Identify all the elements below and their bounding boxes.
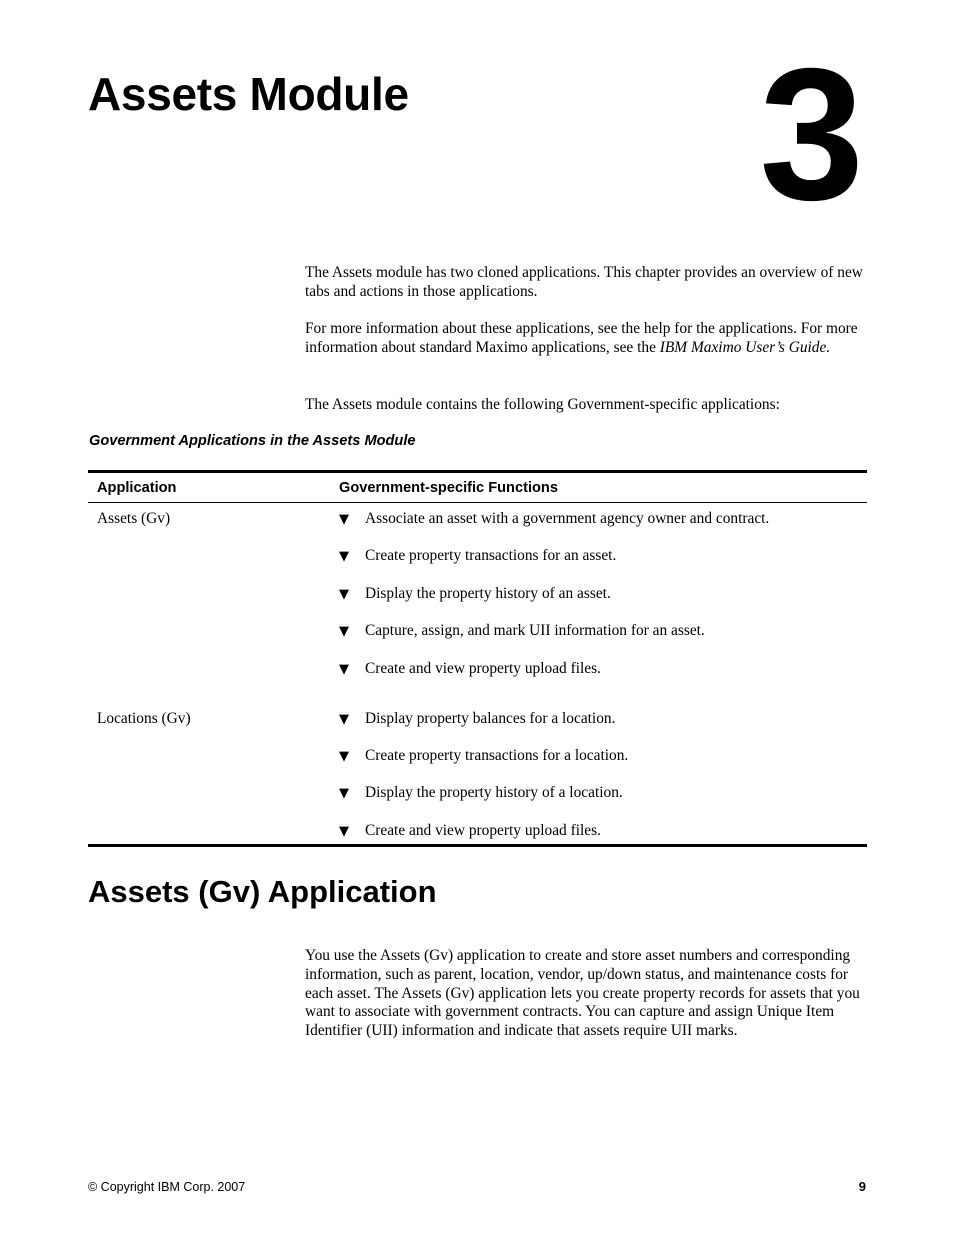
function-text: Create and view property upload files. — [365, 660, 601, 677]
function-item — [339, 784, 623, 803]
intro-paragraph-1: The Assets module has two cloned applications. This chapter provides an overview of new tabs and actions in those applications. — [305, 264, 863, 300]
function-text: Create property transactions for a location. — [365, 747, 629, 764]
function-text: Display the property history of a location. — [365, 784, 623, 801]
triangle-bullet-icon: ▼ — [339, 712, 349, 727]
intro-paragraph-2-text: For more information about these applications, see the help for the applications. For more information about standard Maximo applications, see the — [305, 320, 858, 356]
application-name: Assets (Gv) — [97, 510, 171, 527]
guide-title-reference: IBM Maximo User’s Guide. — [659, 338, 831, 356]
header-functions: Government-specific Functions — [339, 480, 558, 496]
table-caption: Government Applications in the Assets Module — [89, 433, 416, 449]
triangle-bullet-icon: ▼ — [339, 549, 349, 564]
function-item — [339, 622, 705, 641]
function-text: Display property balances for a location. — [365, 710, 616, 727]
chapter-title: Assets Module — [88, 68, 409, 120]
function-text: Display the property history of an asset. — [365, 585, 611, 602]
function-item — [339, 710, 615, 729]
triangle-bullet-icon: ▼ — [339, 624, 349, 639]
triangle-bullet-icon: ▼ — [339, 587, 349, 602]
function-text: Create property transactions for an asset. — [365, 547, 617, 564]
function-item — [339, 747, 628, 766]
application-name: Locations (Gv) — [97, 710, 191, 727]
triangle-bullet-icon: ▼ — [339, 749, 349, 764]
section-body: You use the Assets (Gv) application to create and store asset numbers and corresponding information, such as parent, location, vendor, up/down status, and maintenance costs for each asset. The Assets (Gv) application lets you create property records for assets that you want to associate with government contracts. You can capture and assign Unique Item Identifier (UII) information and indicate that assets require UII marks. — [305, 947, 860, 1040]
triangle-bullet-icon: ▼ — [339, 786, 349, 801]
function-text: Capture, assign, and mark UII information for an asset. — [365, 622, 705, 639]
function-item — [339, 822, 601, 841]
chapter-number: 3 — [759, 29, 860, 239]
applications-table — [88, 470, 867, 847]
function-item — [339, 660, 601, 679]
section-title: Assets (Gv) Application — [88, 874, 437, 909]
function-item — [339, 547, 616, 566]
table-header — [88, 473, 867, 503]
triangle-bullet-icon: ▼ — [339, 824, 349, 839]
intro-paragraph-2 — [305, 320, 870, 358]
triangle-bullet-icon: ▼ — [339, 512, 349, 527]
page-number: 9 — [858, 1179, 866, 1194]
triangle-bullet-icon: ▼ — [339, 662, 349, 677]
function-text: Associate an asset with a government agency owner and contract. — [365, 510, 770, 527]
header-application: Application — [97, 480, 177, 496]
function-item — [339, 585, 611, 604]
intro-paragraph-3: The Assets module contains the following Government-specific applications: — [305, 396, 780, 413]
function-item — [339, 510, 769, 529]
function-text: Create and view property upload files. — [365, 822, 601, 839]
footer-copyright: © Copyright IBM Corp. 2007 — [88, 1180, 246, 1194]
